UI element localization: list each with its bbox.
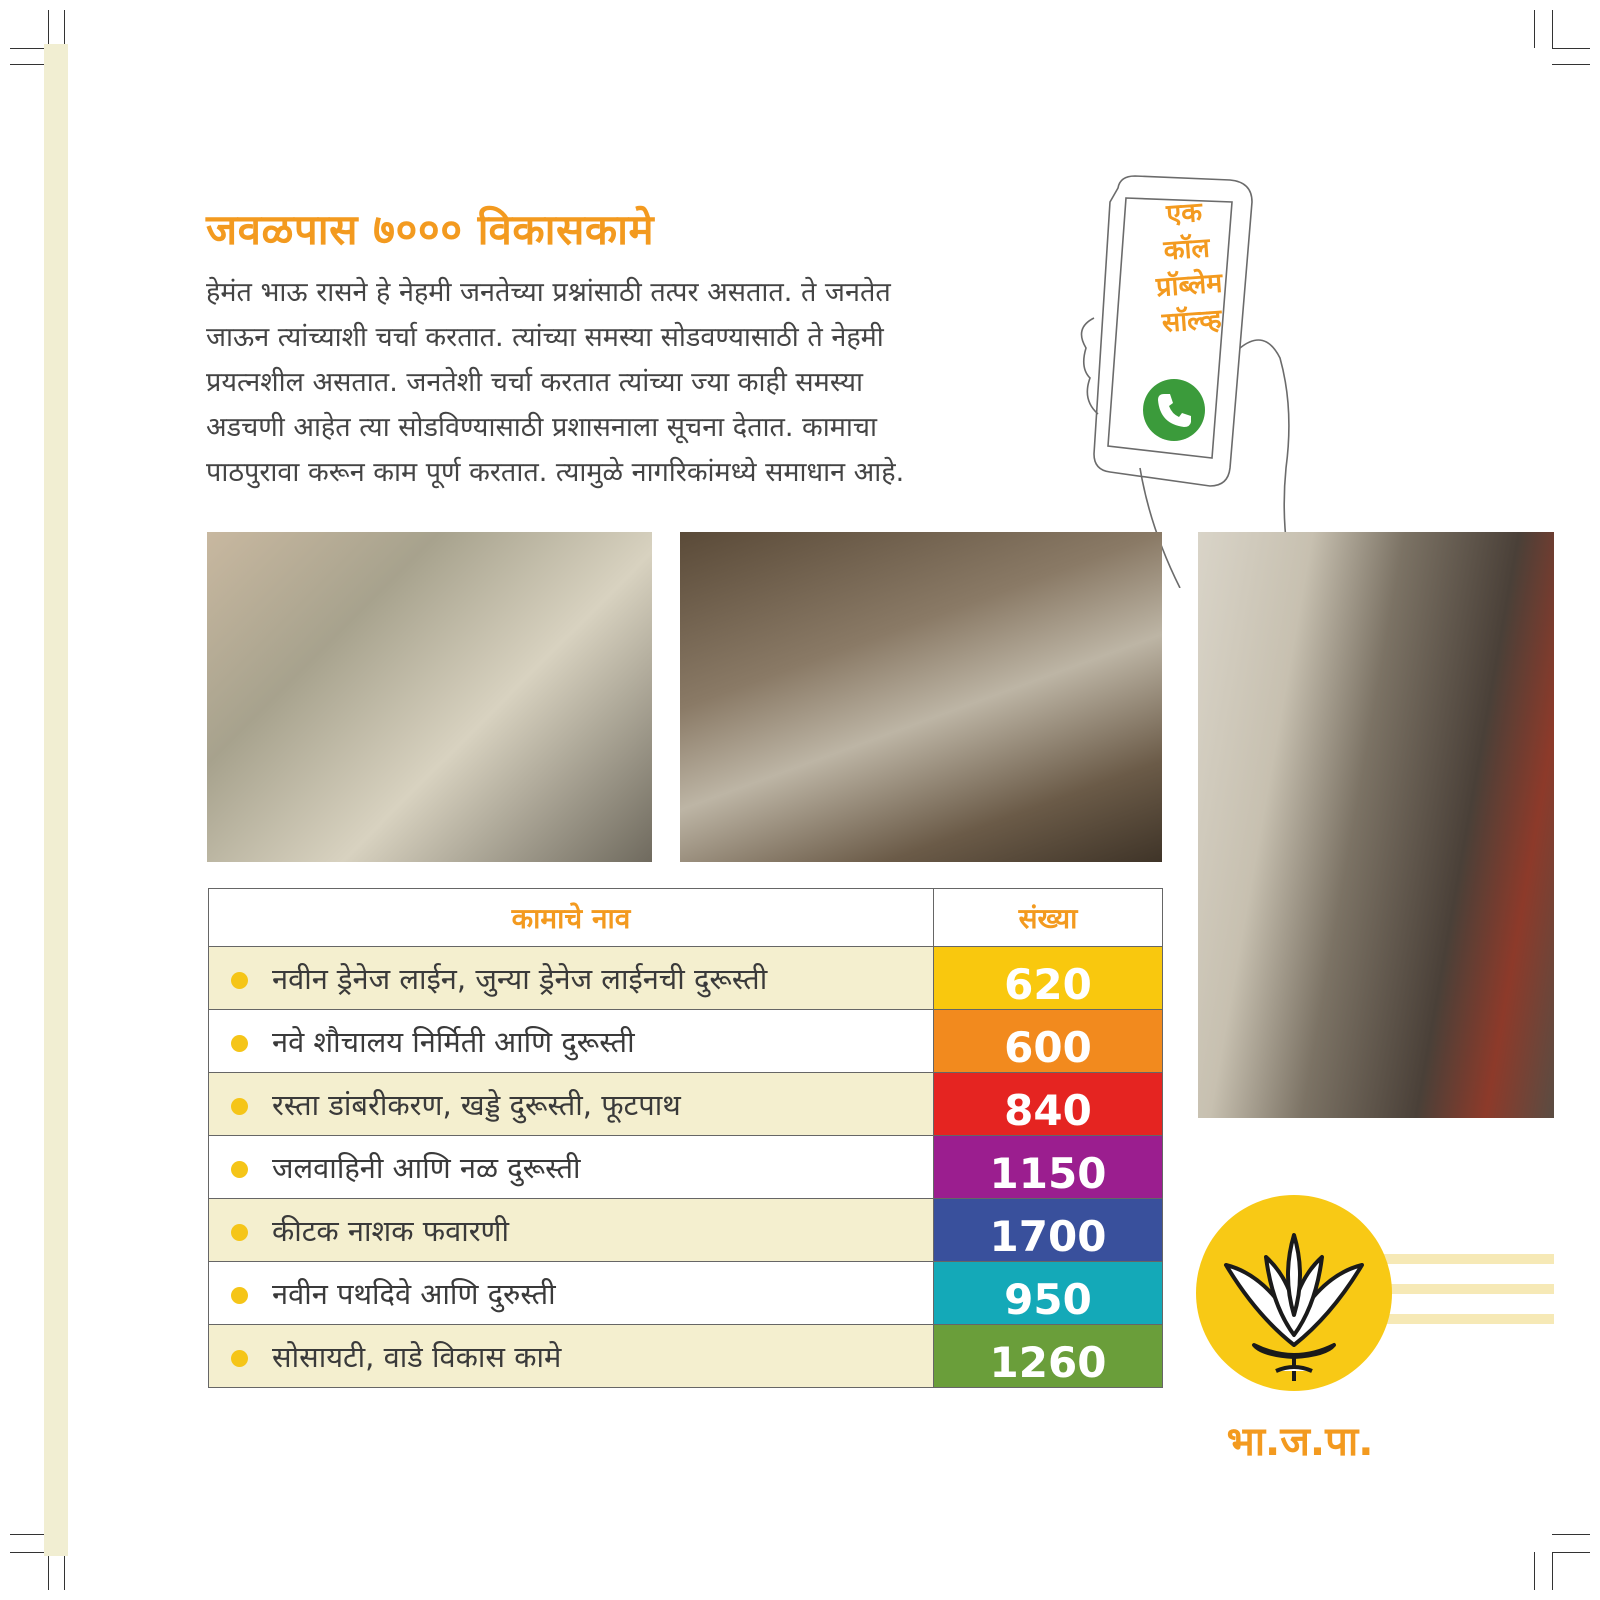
crop-mark	[1534, 1552, 1535, 1590]
callout-line: कॉल	[1162, 232, 1211, 267]
crop-mark	[1552, 1534, 1590, 1535]
table-header-name: कामाचे नाव	[209, 889, 934, 947]
logo-stripe	[1380, 1254, 1554, 1264]
table-row	[209, 1325, 1163, 1388]
paragraph-line: जाऊन त्यांच्याशी चर्चा करतात. त्यांच्या समस्या सोडवण्यासाठी ते नेहमी	[206, 322, 884, 353]
work-count: 1260	[934, 1325, 1163, 1388]
work-name-cell	[209, 1010, 934, 1073]
work-name: नवीन पथदिवे आणि दुरुस्ती	[272, 1276, 556, 1311]
crop-mark	[10, 64, 48, 65]
bullet-icon	[231, 972, 248, 989]
work-count: 600	[934, 1010, 1163, 1073]
callout-line: सॉल्व्ह	[1160, 303, 1223, 339]
photo-drainage-work	[1198, 532, 1554, 1118]
work-name-cell	[209, 1262, 934, 1325]
crop-mark	[10, 1552, 48, 1553]
crop-mark	[1534, 10, 1535, 48]
bullet-icon	[231, 1224, 248, 1241]
lotus-icon	[1196, 1195, 1392, 1391]
work-count: 1150	[934, 1136, 1163, 1199]
work-name: सोसायटी, वाडे विकास कामे	[272, 1339, 562, 1374]
table-row	[209, 947, 1163, 1010]
work-name: रस्ता डांबरीकरण, खड्डे दुरूस्ती, फूटपाथ	[272, 1087, 681, 1122]
crop-mark	[1552, 48, 1590, 49]
crop-mark	[48, 10, 49, 48]
paragraph-line: प्रयत्नशील असतात. जनतेशी चर्चा करतात त्यांच्या ज्या काही समस्या	[206, 367, 863, 398]
crop-mark	[10, 1534, 48, 1535]
paragraph-line: पाठपुरावा करून काम पूर्ण करतात. त्यामुळे नागरिकांमध्ये समाधान आहे.	[206, 457, 905, 488]
work-name-cell	[209, 947, 934, 1010]
work-name-cell	[209, 1136, 934, 1199]
table-row	[209, 1199, 1163, 1262]
table-row	[209, 1262, 1163, 1325]
page-title: जवळपास ७००० विकासकामे	[206, 205, 655, 254]
crop-mark	[1552, 1552, 1590, 1553]
crop-mark	[1552, 64, 1590, 65]
work-name: जलवाहिनी आणि नळ दुरूस्ती	[272, 1150, 581, 1185]
left-margin-strip	[44, 44, 68, 1556]
bullet-icon	[231, 1287, 248, 1304]
work-name: नवे शौचालय निर्मिती आणि दुरूस्ती	[272, 1024, 635, 1059]
crop-mark	[10, 48, 48, 49]
crop-mark	[48, 1552, 49, 1590]
work-count: 1700	[934, 1199, 1163, 1262]
logo-stripe	[1380, 1314, 1554, 1324]
bullet-icon	[231, 1098, 248, 1115]
phone-callout	[1113, 191, 1263, 344]
bullet-icon	[231, 1350, 248, 1367]
brand-name: भा.ज.पा.	[1226, 1419, 1374, 1465]
bullet-icon	[231, 1161, 248, 1178]
callout-line: प्रॉब्लेम	[1155, 267, 1224, 304]
crop-mark	[64, 1552, 65, 1590]
table-row	[209, 1010, 1163, 1073]
lotus-logo	[1196, 1195, 1392, 1391]
table-row	[209, 1073, 1163, 1136]
phone-call-icon	[1142, 378, 1206, 442]
table-header-count: संख्या	[934, 889, 1163, 947]
work-count: 950	[934, 1262, 1163, 1325]
work-name: कीटक नाशक फवारणी	[272, 1213, 510, 1248]
callout-line: एक	[1165, 196, 1204, 231]
paragraph-line: अडचणी आहेत त्या सोडविण्यासाठी प्रशासनाला सूचना देतात. कामाचा	[206, 412, 878, 443]
work-name-cell	[209, 1073, 934, 1136]
works-table	[208, 888, 1163, 1388]
work-name-cell	[209, 1199, 934, 1262]
photo-meeting	[207, 532, 652, 862]
crop-mark	[1552, 1552, 1553, 1590]
work-count: 840	[934, 1073, 1163, 1136]
work-count: 620	[934, 947, 1163, 1010]
crop-mark	[64, 10, 65, 48]
table-row	[209, 1136, 1163, 1199]
intro-paragraph	[206, 270, 1066, 495]
work-name: नवीन ड्रेनेज लाईन, जुन्या ड्रेनेज लाईनची दुरूस्ती	[272, 961, 768, 996]
logo-stripe	[1380, 1284, 1554, 1294]
photo-inspection	[680, 532, 1162, 862]
work-name-cell	[209, 1325, 934, 1388]
crop-mark	[1552, 10, 1553, 48]
bullet-icon	[231, 1035, 248, 1052]
paragraph-line: हेमंत भाऊ रासने हे नेहमी जनतेच्या प्रश्नांसाठी तत्पर असतात. ते जनतेत	[206, 277, 891, 308]
